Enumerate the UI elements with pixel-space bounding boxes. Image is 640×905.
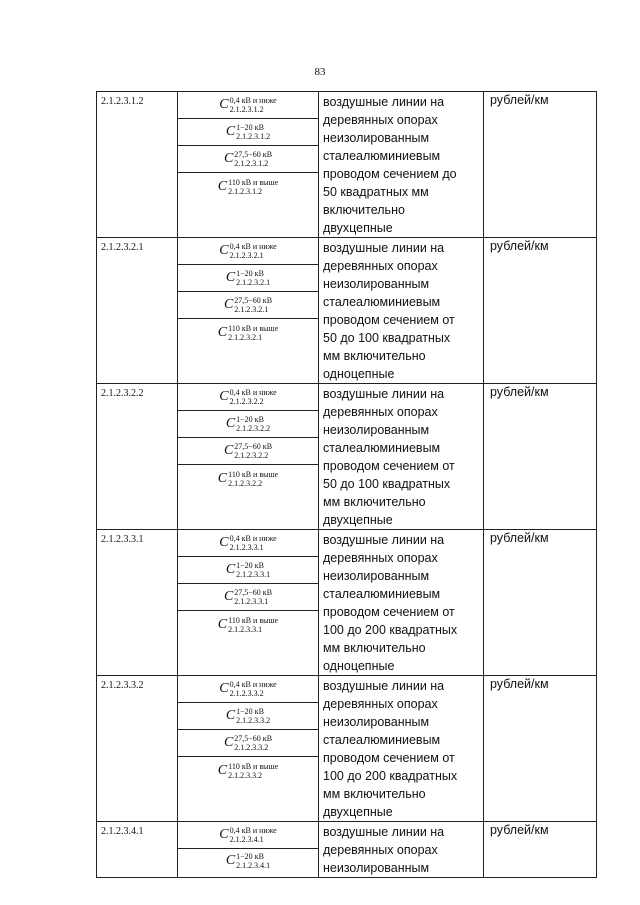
description-line: одноцепные	[323, 367, 395, 381]
rate-symbol	[178, 173, 318, 200]
row-code: 2.1.2.3.4.1	[97, 822, 178, 878]
rate-symbol-formula	[218, 616, 278, 634]
rate-symbol-indices	[236, 123, 270, 141]
rate-symbol-letter: C	[219, 827, 229, 842]
rate-symbol-letter: C	[217, 178, 228, 194]
rate-symbol-letter: C	[223, 589, 234, 604]
rate-symbol-indices	[228, 762, 278, 780]
row-code: 2.1.2.3.2.2	[97, 384, 178, 530]
description-line: воздушные линии на	[323, 241, 445, 255]
rate-symbol	[178, 557, 318, 584]
description-line: деревянных опорах	[323, 259, 438, 273]
rate-symbol-index: 2.1.2.3.3.2	[228, 770, 263, 780]
rate-symbol-letter: C	[219, 389, 229, 404]
description-line: двухцепные	[323, 221, 393, 235]
rate-symbol-index: 2.1.2.3.4.1	[236, 860, 271, 870]
description-line: одноцепные	[323, 659, 395, 673]
rate-symbol-index: 2.1.2.3.1.2	[228, 186, 263, 196]
rate-symbol	[178, 584, 318, 611]
rate-symbol-formula	[219, 826, 276, 844]
rate-symbol-formula	[224, 296, 272, 314]
description-line: 50 до 100 квадратных	[323, 331, 451, 345]
rate-symbol-letter: C	[217, 324, 228, 340]
description-line: неизолированным	[323, 715, 430, 729]
row-description	[319, 530, 484, 676]
row-unit: рублей/км	[484, 384, 597, 530]
rate-symbol	[178, 146, 318, 173]
description-line: деревянных опорах	[323, 551, 438, 565]
rate-symbol-indices	[230, 826, 277, 844]
table-row	[97, 822, 597, 878]
rate-symbol-formula	[219, 96, 276, 114]
rate-symbol-letter: C	[225, 124, 236, 139]
description-line: 100 до 200 квадратных	[323, 623, 458, 637]
rate-symbol-formula	[224, 442, 272, 460]
rate-symbol-index: 2.1.2.3.2.1	[228, 332, 263, 342]
rate-symbol-formula	[218, 470, 278, 488]
row-description	[319, 822, 484, 878]
rate-symbol-voltage: 27,5−60 кВ	[234, 588, 273, 597]
rate-symbol	[178, 530, 318, 557]
rate-symbol-index: 2.1.2.3.1.2	[234, 159, 269, 168]
rate-symbols-cell	[178, 822, 319, 878]
rate-symbol	[178, 757, 318, 784]
table-row	[97, 92, 597, 238]
rate-symbol-indices	[230, 680, 277, 698]
rate-symbol-indices	[236, 707, 270, 725]
rate-symbol	[178, 703, 318, 730]
rate-symbol-index: 2.1.2.3.2.2	[229, 397, 264, 406]
rate-symbols-cell	[178, 92, 319, 238]
rate-symbol-voltage: 0,4 кВ и ниже	[229, 680, 277, 689]
rate-symbol-voltage: 1−20 кВ	[236, 123, 264, 132]
rate-symbol-index: 2.1.2.3.3.1	[234, 597, 269, 606]
description-line: неизолированным	[323, 423, 430, 437]
rate-symbol-formula	[226, 707, 270, 725]
rate-symbol-voltage: 110 кВ и выше	[228, 177, 279, 187]
rate-symbol-indices	[228, 470, 278, 488]
rate-symbol-voltage: 110 кВ и выше	[228, 761, 279, 771]
row-unit: рублей/км	[484, 676, 597, 822]
rate-symbol	[178, 438, 318, 465]
rate-symbol-voltage: 27,5−60 кВ	[234, 150, 273, 159]
rate-symbol-voltage: 0,4 кВ и ниже	[229, 534, 277, 543]
rate-symbol-index: 2.1.2.3.3.2	[234, 743, 269, 752]
rate-symbol-letter: C	[225, 416, 236, 431]
rate-symbol-letter: C	[225, 562, 236, 577]
rate-symbols-cell	[178, 530, 319, 676]
rate-symbol-formula	[218, 324, 278, 342]
rate-symbol-letter: C	[217, 616, 228, 632]
description-line: проводом сечением от	[323, 605, 455, 619]
rate-symbol-formula	[226, 415, 270, 433]
row-unit: рублей/км	[484, 530, 597, 676]
rate-symbol-formula	[226, 123, 270, 141]
rate-symbol-indices	[230, 242, 277, 260]
table-row	[97, 530, 597, 676]
rate-symbol	[178, 238, 318, 265]
rate-symbol	[178, 319, 318, 346]
description-line: деревянных опорах	[323, 843, 438, 857]
description-line: воздушные линии на	[323, 679, 445, 693]
rate-symbol	[178, 292, 318, 319]
rate-symbol-indices	[228, 324, 278, 342]
rate-symbol-letter: C	[225, 708, 236, 723]
rate-symbol-indices	[228, 178, 278, 196]
rate-symbol-formula	[224, 734, 272, 752]
rate-symbol-letter: C	[223, 443, 234, 458]
rate-symbol-formula	[226, 269, 270, 287]
rate-symbol	[178, 265, 318, 292]
rate-symbol-index: 2.1.2.3.2.2	[234, 451, 269, 460]
description-line: 50 квадратных мм	[323, 185, 429, 199]
rate-symbol	[178, 611, 318, 638]
rate-symbol-letter: C	[219, 97, 229, 112]
description-line: деревянных опорах	[323, 113, 438, 127]
rate-symbol-voltage: 110 кВ и выше	[228, 615, 279, 625]
description-line: воздушные линии на	[323, 95, 445, 109]
rate-symbol-letter: C	[217, 470, 228, 486]
rate-symbols-cell	[178, 238, 319, 384]
rate-symbol-voltage: 1−20 кВ	[236, 707, 264, 716]
rate-symbol	[178, 676, 318, 703]
rate-symbol-indices	[234, 442, 272, 460]
rate-symbol-index: 2.1.2.3.2.2	[236, 424, 271, 433]
description-line: включительно	[323, 203, 405, 217]
rate-symbol-formula	[226, 561, 270, 579]
description-line: 100 до 200 квадратных	[323, 769, 458, 783]
rate-symbol	[178, 119, 318, 146]
rate-symbol-index: 2.1.2.3.4.1	[229, 835, 264, 844]
description-line: проводом сечением от	[323, 459, 455, 473]
rate-symbols-cell	[178, 384, 319, 530]
rate-symbol-letter: C	[223, 151, 234, 166]
rate-symbol-indices	[236, 415, 270, 433]
description-line: неизолированным	[323, 131, 430, 145]
rate-symbol-letter: C	[223, 297, 234, 312]
rate-symbol-voltage: 1−20 кВ	[236, 415, 264, 424]
rate-symbol-indices	[234, 588, 272, 606]
description-line: двухцепные	[323, 513, 393, 527]
description-line: неизолированным	[323, 861, 430, 875]
rate-symbol-letter: C	[219, 535, 229, 550]
description-line: неизолированным	[323, 277, 430, 291]
description-line: мм включительно	[323, 641, 426, 655]
rate-symbol-index: 2.1.2.3.3.1	[229, 543, 264, 552]
description-line: двухцепные	[323, 805, 393, 819]
row-code: 2.1.2.3.2.1	[97, 238, 178, 384]
rate-symbol-letter: C	[225, 270, 236, 285]
rate-symbol-letter: C	[217, 762, 228, 778]
rate-symbol-formula	[219, 680, 276, 698]
rate-symbol	[178, 822, 318, 849]
description-line: мм включительно	[323, 349, 426, 363]
rate-symbol-voltage: 110 кВ и выше	[228, 323, 279, 333]
table-row	[97, 238, 597, 384]
row-description	[319, 676, 484, 822]
row-code: 2.1.2.3.3.1	[97, 530, 178, 676]
rate-symbol-index: 2.1.2.3.2.1	[236, 278, 271, 287]
rate-symbol-formula	[224, 588, 272, 606]
rate-symbol-index: 2.1.2.3.3.2	[236, 716, 271, 725]
rate-symbol-indices	[230, 534, 277, 552]
description-line: деревянных опорах	[323, 405, 438, 419]
description-line: сталеалюминиевым	[323, 441, 441, 455]
description-line: мм включительно	[323, 495, 426, 509]
rate-symbol-indices	[234, 734, 272, 752]
rate-symbol-voltage: 0,4 кВ и ниже	[229, 96, 277, 105]
rate-symbol-formula	[219, 534, 276, 552]
description-line: проводом сечением до	[323, 167, 457, 181]
rate-symbol-indices	[228, 616, 278, 634]
rate-symbol-indices	[236, 269, 270, 287]
rate-symbol-voltage: 0,4 кВ и ниже	[229, 242, 277, 251]
rate-symbol-letter: C	[219, 243, 229, 258]
rate-symbol	[178, 730, 318, 757]
rate-symbol-index: 2.1.2.3.3.2	[229, 689, 264, 698]
description-line: сталеалюминиевым	[323, 587, 441, 601]
rate-symbol	[178, 465, 318, 492]
rate-symbols-cell	[178, 676, 319, 822]
rate-symbol-indices	[234, 296, 272, 314]
rate-symbol-letter: C	[225, 852, 236, 868]
description-line: 50 до 100 квадратных	[323, 477, 451, 491]
row-unit: рублей/км	[484, 92, 597, 238]
rate-symbol-indices	[236, 852, 270, 870]
rate-symbol-voltage: 1−20 кВ	[236, 269, 264, 278]
row-code: 2.1.2.3.1.2	[97, 92, 178, 238]
rate-symbol-formula	[218, 178, 278, 196]
rate-symbol	[178, 384, 318, 411]
rate-symbol-formula	[226, 852, 270, 870]
table-row	[97, 676, 597, 822]
rate-symbol-voltage: 27,5−60 кВ	[234, 442, 273, 451]
rate-symbol-voltage: 1−20 кВ	[236, 561, 264, 570]
rate-symbol-index: 2.1.2.3.1.2	[236, 132, 271, 141]
rate-symbol-indices	[230, 388, 277, 406]
rate-symbol-index: 2.1.2.3.2.1	[234, 305, 269, 314]
description-line: воздушные линии на	[323, 387, 445, 401]
row-description	[319, 238, 484, 384]
description-line: сталеалюминиевым	[323, 295, 441, 309]
row-code: 2.1.2.3.3.2	[97, 676, 178, 822]
description-line: мм включительно	[323, 787, 426, 801]
rate-symbol-indices	[236, 561, 270, 579]
description-line: проводом сечением от	[323, 313, 455, 327]
rate-symbol-voltage: 27,5−60 кВ	[234, 296, 273, 305]
description-line: неизолированным	[323, 569, 430, 583]
rate-symbol-voltage: 0,4 кВ и ниже	[229, 388, 277, 397]
description-line: воздушные линии на	[323, 825, 445, 839]
description-line: проводом сечением от	[323, 751, 455, 765]
row-unit: рублей/км	[484, 238, 597, 384]
page-number: 83	[314, 66, 326, 78]
rate-symbol-index: 2.1.2.3.2.1	[229, 251, 264, 260]
rate-symbol	[178, 92, 318, 119]
row-description	[319, 92, 484, 238]
rate-symbol	[178, 411, 318, 438]
rate-symbol-voltage: 27,5−60 кВ	[234, 734, 273, 743]
row-description	[319, 384, 484, 530]
row-unit: рублей/км	[484, 822, 597, 878]
table-body	[97, 92, 597, 878]
tariff-table	[96, 91, 597, 878]
rate-symbol-indices	[234, 150, 272, 168]
rate-symbol-index: 2.1.2.3.2.2	[228, 478, 263, 488]
rate-symbol-index: 2.1.2.3.3.1	[236, 570, 271, 579]
rate-symbol-formula	[219, 388, 276, 406]
description-line: сталеалюминиевым	[323, 733, 441, 747]
rate-symbol-index: 2.1.2.3.3.1	[228, 624, 263, 634]
rate-symbol-indices	[230, 96, 277, 114]
rate-symbol-formula	[218, 762, 278, 780]
description-line: воздушные линии на	[323, 533, 445, 547]
description-line: деревянных опорах	[323, 697, 438, 711]
rate-symbol-index: 2.1.2.3.1.2	[229, 105, 264, 114]
rate-symbol-formula	[219, 242, 276, 260]
rate-symbol-letter: C	[219, 681, 229, 696]
table-row	[97, 384, 597, 530]
rate-symbol-voltage: 1−20 кВ	[236, 851, 264, 861]
rate-symbol-voltage: 110 кВ и выше	[228, 469, 279, 479]
rate-symbol-voltage: 0,4 кВ и ниже	[229, 826, 277, 835]
rate-symbol-letter: C	[223, 735, 234, 750]
rate-symbol-formula	[224, 150, 272, 168]
description-line: сталеалюминиевым	[323, 149, 441, 163]
rate-symbol	[178, 849, 318, 872]
